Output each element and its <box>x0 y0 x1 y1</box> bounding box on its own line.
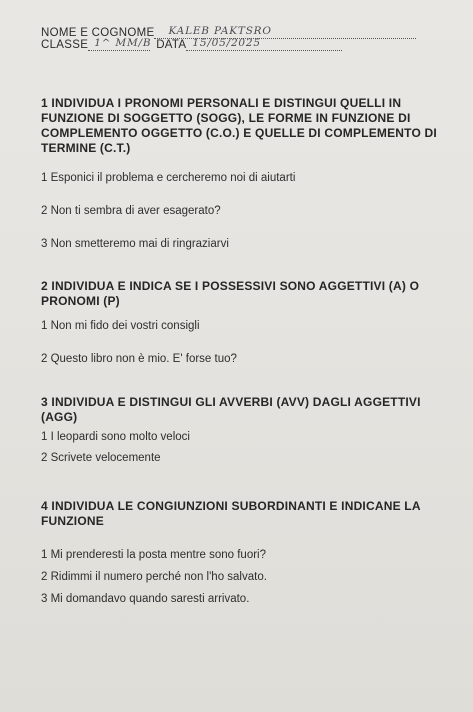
exercise-2-title: 2 INDIVIDUA E INDICA SE I POSSESSIVI SONO AGGETTIVI (A) O PRONOMI (P) <box>41 279 420 308</box>
exercise-1-title: 1 INDIVIDUA I PRONOMI PERSONALI E DISTINGUI QUELLI IN FUNZIONE DI SOGGETTO (SOGG), LE FORME IN FUNZIONE DI COMPLEMENTO OGGETTO (C.O.) E QUELLE DI COMPLEMENTO DI TERMINE (C.T.) <box>41 96 437 155</box>
name-label: NOME E COGNOME <box>41 27 155 39</box>
class-date-row <box>41 38 342 51</box>
exercise-4-item-2: 2 Ridimmi il numero perché non l'ho salvato. <box>41 571 267 583</box>
exercise-1-item-3: 3 Non smetteremo mai di ringraziarvi <box>41 238 229 250</box>
exercise-1-item-1: 1 Esponici il problema e cercheremo noi di aiutarti <box>41 172 296 184</box>
date-field[interactable] <box>186 38 342 51</box>
exercise-4-title: 4 INDIVIDUA LE CONGIUNZIONI SUBORDINANTI E INDICANE LA FUNZIONE <box>41 499 421 528</box>
exercise-1-item-2: 2 Non ti sembra di aver esagerato? <box>41 205 221 217</box>
name-value: KALEB PAKTSRO <box>168 25 272 37</box>
date-label: DATA <box>156 39 187 51</box>
exercise-3-title: 3 INDIVIDUA E DISTINGUI GLI AVVERBI (AVV) DAGLI AGGETTIVI (AGG) <box>41 395 421 424</box>
class-label: CLASSE <box>41 39 89 51</box>
exercise-2-item-2: 2 Questo libro non è mio. E' forse tuo? <box>41 353 237 365</box>
exercise-3-item-2: 2 Scrivete velocemente <box>41 452 161 464</box>
date-value: 15/05/2025 <box>192 37 261 49</box>
exercise-3-item-1: 1 I leopardi sono molto veloci <box>41 431 190 443</box>
exercise-4-item-3: 3 Mi domandavo quando saresti arrivato. <box>41 593 250 605</box>
class-field[interactable] <box>88 38 150 51</box>
exercise-2-item-1: 1 Non mi fido dei vostri consigli <box>41 320 200 332</box>
class-value: 1^ MM/B <box>94 37 152 49</box>
exercise-4-item-1: 1 Mi prenderesti la posta mentre sono fuori? <box>41 549 267 561</box>
